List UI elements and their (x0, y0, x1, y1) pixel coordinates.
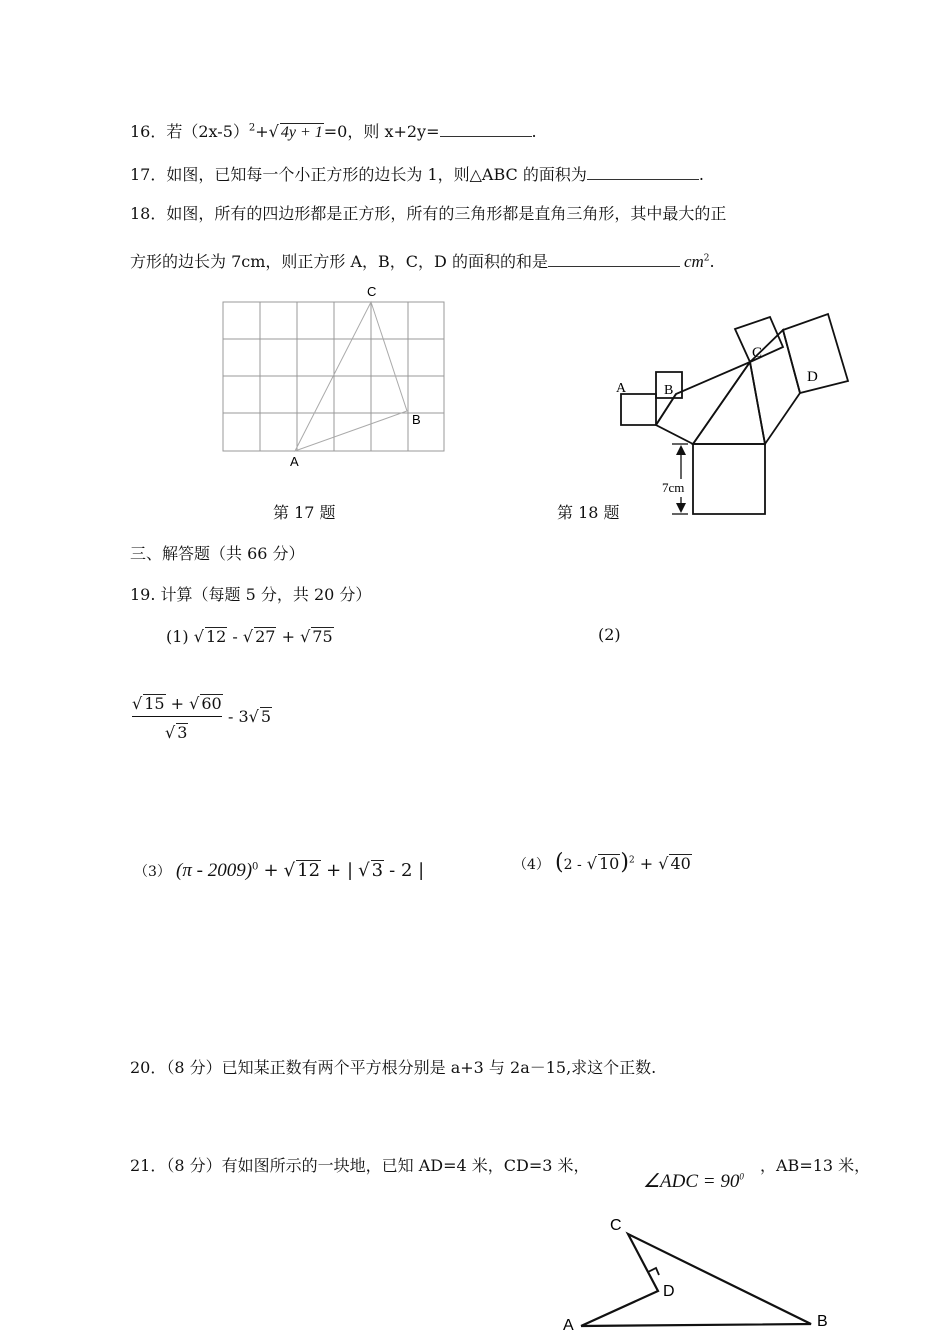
sqrt-symbol-icon: √ (358, 860, 370, 881)
fig18-label-a: A (616, 381, 627, 396)
sqrt-symbol-icon: √ (242, 627, 254, 646)
p2-numerator-1: 15 (144, 694, 165, 713)
fig17-label-a: A (290, 454, 299, 469)
sqrt-symbol-icon: √ (300, 627, 311, 646)
p1-minus: - (232, 627, 238, 646)
sqrt-symbol-icon: √ (658, 854, 669, 873)
question-18-line1: 18．如图，所有的四边形都是正方形，所有的三角形都是直角三角形，其中最大的正 (130, 204, 727, 223)
p3-label: （3） (134, 864, 171, 880)
q18-unit-exponent: 2 (703, 253, 710, 264)
fig18-caption: 第 18 题 (557, 503, 620, 522)
fig17-label-c: C (367, 284, 377, 299)
p3-exponent: 0 (252, 861, 259, 873)
q16-tail: =0，则 x+2y= (323, 122, 440, 141)
fig17-label-b: B (412, 412, 421, 427)
p3-abs-close: - 2 | (389, 860, 425, 881)
p3-abs-open: + | (326, 860, 354, 881)
p4-radicand-1: 10 (599, 854, 620, 873)
q16-plus: + (255, 122, 269, 141)
p1-plus: + (281, 627, 295, 646)
q18-unit: cm (683, 252, 704, 271)
p2-numerator-2: 60 (201, 694, 222, 713)
fig18-label-b: B (664, 383, 674, 398)
fig21-label-b: B (817, 1313, 828, 1330)
p1-radicand-1: 12 (205, 627, 227, 646)
section-3-heading: 三、解答题（共 66 分） (130, 544, 305, 563)
p4-expr-a: 2 - (563, 857, 582, 873)
paren-open: ( (555, 850, 564, 875)
p3-plus: + (263, 860, 279, 881)
q21-angle-text: ∠ADC = 90 (643, 1171, 740, 1192)
q21-text: 21．（8 分）有如图所示的一块地，已知 AD=4 米，CD=3 米， (130, 1156, 590, 1175)
fig18-label-c: C (752, 345, 763, 361)
fig18-measure: 7cm (662, 480, 685, 495)
p2-denominator: 3 (177, 723, 188, 742)
question-19-title: 19. 计算（每题 5 分，共 20 分） (130, 585, 372, 604)
p2-tail: - 3 (228, 707, 249, 726)
sqrt-symbol-icon: √ (189, 694, 200, 713)
sqrt-symbol-icon: √ (283, 860, 296, 881)
fig21-label-a: A (563, 1317, 574, 1334)
question-20: 20．（8 分）已知某正数有两个平方根分别是 a+3 与 2a－15,求这个正数. (130, 1058, 657, 1077)
p3-radicand-2: 3 (371, 860, 384, 881)
paren-close: ) (620, 850, 629, 875)
q16-prefix: 16．若（2x-5） (130, 122, 249, 141)
q16-radicand: 4y + 1 (280, 124, 323, 141)
p2-tail-radicand: 5 (260, 707, 272, 726)
sqrt-symbol-icon: √ (132, 694, 143, 713)
q16-end: . (531, 122, 537, 141)
q21-angle-exponent: 0 (739, 1171, 744, 1182)
sqrt-symbol-icon: √ (248, 707, 259, 726)
fig17-caption: 第 17 题 (273, 503, 336, 522)
p1-radicand-2: 27 (255, 627, 276, 646)
q18-end: . (709, 252, 715, 271)
p3-expr-a: (π - 2009) (176, 860, 253, 881)
p4-label: （4） (513, 857, 550, 873)
p1-label: (1) (166, 627, 189, 646)
sqrt-symbol-icon: √ (193, 627, 204, 646)
q21-tail: ，AB=13 米， (760, 1156, 871, 1175)
q18-text: 方形的边长为 7cm，则正方形 A，B，C，D 的面积的和是 (130, 252, 548, 271)
p3-radicand-1: 12 (297, 860, 321, 881)
p4-plus: + (639, 854, 654, 873)
q16-exponent: 2 (248, 122, 256, 134)
fig18-label-d: D (807, 369, 818, 385)
p1-radicand-3: 75 (312, 627, 333, 646)
p4-exponent: 2 (628, 855, 635, 866)
fig21-label-d: D (663, 1283, 675, 1300)
q19-part2-label: (2) (598, 625, 621, 644)
sqrt-symbol-icon: √ (586, 854, 597, 873)
p4-radicand-2: 40 (670, 854, 691, 873)
q17-end: . (698, 165, 704, 184)
sqrt-symbol-icon: √ (268, 122, 279, 141)
q17-text: 17．如图，已知每一个小正方形的边长为 1，则△ABC 的面积为 (130, 165, 587, 184)
p2-plus: + (170, 694, 185, 713)
sqrt-symbol-icon: √ (165, 723, 176, 742)
fig21-label-c: C (610, 1217, 622, 1234)
